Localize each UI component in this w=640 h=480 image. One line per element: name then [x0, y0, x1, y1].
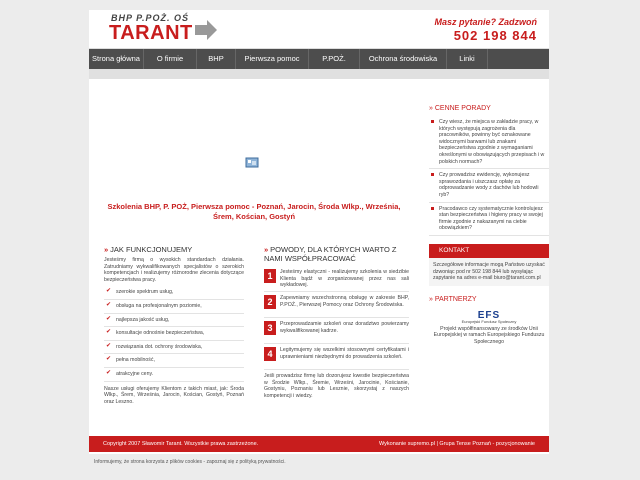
sidebar [429, 105, 549, 352]
contact-text: Szczegółowe informacje mogą Państwo uzyskać dzwoniąc pod nr 502 198 844 lub wysyłając zapytanie na adres e-mail biuro@tarant.com.pl [429, 258, 549, 286]
how-we-work-item [104, 354, 244, 368]
why-us-item [264, 295, 409, 318]
how-we-work-outro: Nasze usługi oferujemy Klientom z takich miast, jak: Środa Wlkp., Śrem, Września, Jarocin, Kościan, Gostyń, Poznań oraz Leszno. [104, 385, 244, 405]
why-us-item-text: Zapewniamy wszechstronną obsługę w zakresie BHP, P.POŻ., Pierwszej Pomocy oraz Ochrony Środowiska. [280, 295, 409, 308]
chevron-right-icon: » [429, 105, 435, 112]
chevron-right-icon: » [429, 295, 435, 303]
how-we-work-item-text: szerokie spektrum usług, [116, 289, 174, 296]
main-nav [89, 49, 549, 69]
nav-item-p-poż-[interactable]: P.POŻ. [309, 49, 360, 69]
logo-arrow-head-icon [207, 20, 217, 40]
how-we-work-section [104, 245, 244, 405]
contact-header: KONTAKT [429, 244, 549, 258]
why-us-title: » POWODY, DLA KTÓRYCH WARTO Z NAMI WSPÓŁPRACOWAĆ [264, 245, 397, 263]
why-us-section [264, 245, 409, 399]
check-icon: ✔ [106, 342, 112, 349]
how-we-work-item [104, 314, 244, 328]
footer-credits-link[interactable]: Wykonanie supremo.pl | Grupa Tense Poznań - pozycjonowanie [379, 441, 535, 447]
nav-item-strona-główna[interactable]: Strona główna [89, 49, 144, 69]
cookie-notice: Informujemy, że strona korzysta z plików cookies - zapoznaj się z polityką prywatności. [94, 459, 286, 465]
advice-item[interactable] [429, 116, 549, 169]
check-icon: ✔ [106, 315, 112, 322]
nav-item-bhp[interactable]: BHP [197, 49, 236, 69]
number-badge: 4 [264, 347, 276, 361]
how-we-work-item-text: atrakcyjne ceny. [116, 370, 154, 377]
how-we-work-item [104, 368, 244, 382]
contact-slogan: Masz pytanie? Zadzwoń [434, 17, 537, 27]
why-us-item-text: Przeprowadzamie szkoleń oraz doradztwo powierzamy wykwalifikowanej kadrze. [280, 321, 409, 334]
how-we-work-item-text: obsługa na profesjonalnym poziomie, [116, 302, 202, 309]
chevron-right-icon: » [264, 245, 269, 254]
nav-subbar [89, 69, 549, 79]
page-headline: Szkolenia BHP, P. POŻ, Pierwsza pomoc - Poznań, Jarocin, Środa Wlkp., Września, Śrem, Kościan, Gostyń [107, 202, 401, 221]
how-we-work-item-text: rozwiązania dot. ochrony środowiska, [116, 343, 203, 350]
why-us-item [264, 321, 409, 344]
logo-tagline: BHP P.POŻ. OŚ [111, 13, 190, 23]
why-us-item [264, 347, 409, 370]
bullet-icon [431, 173, 434, 176]
how-we-work-item [104, 327, 244, 341]
number-badge: 1 [264, 269, 276, 283]
logo[interactable]: TARANT [109, 22, 193, 44]
why-us-list [264, 269, 409, 370]
chevron-right-icon: » [104, 245, 109, 254]
why-us-item-text: Legitymujemy się wszelkimi stosownymi certyfikatami i uprawnieniami niezbędnymi do prowadzenia szkoleń. [280, 347, 409, 360]
nav-item-pierwsza-pomoc[interactable]: Pierwsza pomoc [236, 49, 309, 69]
how-we-work-item-text: pełna mobilność, [116, 357, 155, 364]
site-footer [89, 436, 549, 452]
number-badge: 3 [264, 321, 276, 335]
how-we-work-item [104, 300, 244, 314]
page-container [89, 10, 549, 454]
advice-item[interactable] [429, 203, 549, 236]
how-we-work-item-text: konsultacje odnośnie bezpieczeństwa, [116, 330, 205, 337]
how-we-work-item [104, 341, 244, 355]
advice-text: Czy wiesz, że miejsca w zakładzie pracy, w których występują zagrożenia dla pracowników, powinny być oznakowane widocznymi barwami lub znakami bezpieczeństwa zgodnie z wymaganiami określonymi w obowiązujących przepisach i w polskich normach? [439, 119, 545, 165]
check-icon: ✔ [106, 329, 112, 336]
bullet-icon [431, 207, 434, 210]
logo-arrow-icon [195, 25, 207, 35]
check-icon: ✔ [106, 301, 112, 308]
advice-list [429, 116, 549, 236]
check-icon: ✔ [106, 288, 112, 295]
advice-title: » CENNE PORADY [429, 105, 491, 112]
how-we-work-item [104, 286, 244, 300]
bullet-icon [431, 120, 434, 123]
how-we-work-list [104, 286, 244, 381]
check-icon: ✔ [106, 369, 112, 376]
check-icon: ✔ [106, 356, 112, 363]
efs-subtitle: Europejski Fundusz Społeczny [461, 319, 517, 325]
nav-item-o-firmie[interactable]: O firmie [144, 49, 197, 69]
how-we-work-intro: Jesteśmy firmą o wysokich standardach działania. Zatrudniamy wykwalifikowanych specjalistów o szerokich kompetencjach i realizujemy różnorodne zlecenia dotyczące bezpieczeństwa pracy. [104, 257, 244, 283]
advice-text: Pracodawco czy systematycznie kontrolujesz stan bezpieczeństwa i higieny pracy w swojej firmie zgodnie z nakazanymi na ciebie obowiązkiem? [439, 205, 543, 232]
contact-phone: 502 198 844 [453, 28, 537, 43]
nav-item-linki[interactable]: Linki [447, 49, 488, 69]
advice-text: Czy prowadzisz ewidencję, wykonujesz sprawozdania i uiszczasz opłatę za odprowadzanie wody z dachów lub hodowli ryb? [439, 172, 539, 198]
partner-efs[interactable] [429, 307, 549, 352]
why-us-item-text: Jesteśmy elastyczni - realizujemy szkolenia w siedzibie Klienta bądź w zorganizowanej przez nas sali wykładowej. [280, 269, 409, 289]
why-us-outro: Jeśli prowadzisz firmę lub dozorujesz kwestie bezpieczeństwa w Środzie Wlkp., Śremie, Wrześni, Jarocinie, Kościanie, Gostyniu, Poznaniu lub Lesznie, skorzystaj z naszych kompetencji i wiedzy. [264, 373, 409, 399]
efs-logo: EFS [477, 309, 501, 321]
number-badge: 2 [264, 295, 276, 309]
plugin-placeholder-icon [245, 156, 259, 168]
how-we-work-title: » JAK FUNKCJONUJEMY [104, 245, 193, 254]
main-content [89, 79, 419, 417]
advice-item[interactable] [429, 169, 549, 202]
footer-copyright: Copyright 2007 Sławomir Tarant. Wszystkie prawa zastrzeżone. [103, 441, 259, 447]
why-us-item [264, 269, 409, 292]
nav-item-ochrona-środowiska[interactable]: Ochrona środowiska [360, 49, 447, 69]
site-header [89, 10, 549, 49]
partners-title: » PARTNERZY [429, 295, 477, 303]
partner-text: Projekt współfinansowany ze środków Unii Europejskiej w ramach Europejskiego Funduszu Społecznego [433, 325, 545, 346]
how-we-work-item-text: najlepsza jakość usług, [116, 316, 170, 323]
